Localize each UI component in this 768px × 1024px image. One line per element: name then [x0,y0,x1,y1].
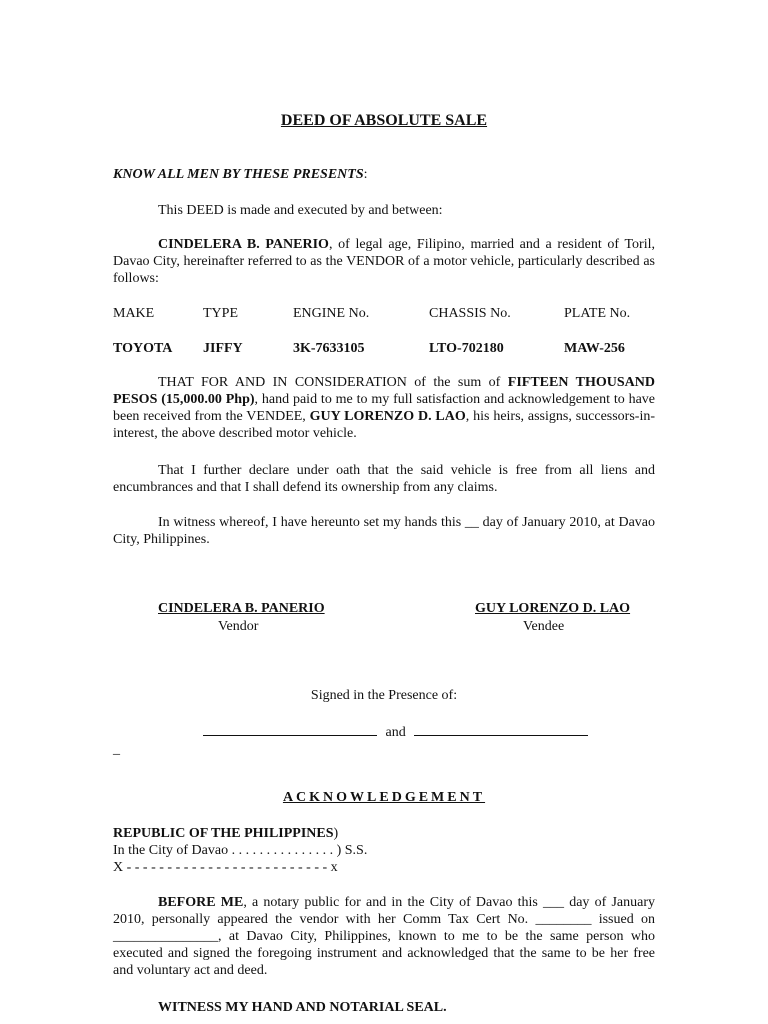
witness-line-1 [203,721,377,736]
vendee-signature-role: Vendee [523,619,565,634]
header-make: MAKE [113,306,155,321]
header-engine: ENGINE No. [293,306,370,321]
republic-line [113,825,338,842]
consideration-amount: FIFTEEN THOUSAND PESOS (15,000.00 Php) [113,375,655,407]
city-line: In the City of Davao . . . . . . . . . . . . . . . ) S.S. [113,843,368,858]
x-line: X - - - - - - - - - - - - - - - - - - - - - - - - - x [113,860,338,875]
consideration-b: , hand paid to me to my full satisfaction and acknowledgement to have been received from the VENDEE, [113,392,656,424]
acknowledgement-title: ACKNOWLEDGEMENT [282,790,486,805]
paragraph-parties: This DEED is made and executed by and between: [158,203,443,218]
notarial-seal-line: WITNESS MY HAND AND NOTARIAL SEAL. [158,1000,447,1015]
value-engine: 3K-7633105 [293,341,365,356]
intro-colon: : [363,167,368,182]
intro-line [113,166,368,183]
value-make: TOYOTA [113,341,173,356]
and-word: and [385,725,406,740]
vendor-name: CINDELERA B. PANERIO [158,237,329,252]
consideration-a: THAT FOR AND IN CONSIDERATION of the sum of [158,375,508,390]
consideration-c: , his heirs, assigns, successors-in-interest, the above described motor vehicle. [113,409,656,441]
vehicle-value-row [0,340,768,357]
vendee-signature-name: GUY LORENZO D. LAO [475,601,631,616]
before-me: BEFORE ME [158,895,244,910]
paragraph-declaration: That I further declare under oath that the said vehicle is free from all liens and encumbrances and that I shall defend its ownership from any claims. [113,463,655,495]
paragraph-witness: In witness whereof, I have hereunto set my hands this __ day of January 2010, at Davao City, Philippines. [113,515,655,547]
paragraph-consideration [113,374,655,442]
paragraph-vendor [113,236,655,287]
vendee-name-inline: GUY LORENZO D. LAO [309,409,466,424]
vendor-signature-role: Vendor [218,619,259,634]
header-plate: PLATE No. [564,306,631,321]
value-type: JIFFY [203,341,243,356]
header-chassis: CHASSIS No. [429,306,511,321]
republic-paren: ) [333,826,339,841]
witness-lines [203,721,588,741]
value-plate: MAW-256 [564,341,625,356]
presence-line: Signed in the Presence of: [310,688,458,703]
vehicle-header-row [0,305,768,322]
document-title: DEED OF ABSOLUTE SALE [280,112,488,129]
vendor-description: , of legal age, Filipino, married and a resident of Toril, Davao City, hereinafter referred to as the VENDOR of a motor vehicle, particularly described as follows: [113,237,656,286]
value-chassis: LTO-702180 [429,341,504,356]
acknowledgement-text: , a notary public for and in the City of Davao this ___ day of January 2010, personally appeared the vendor with her Comm Tax Cert No. ________ issued on _______________, at Davao City, Philippines, known to me to be the same person who executed and signed the foregoing instrument and acknowledged that the same to be her free and voluntary act and deed. [113,895,655,978]
vendor-signature-name: CINDELERA B. PANERIO [158,601,325,616]
acknowledgement-body [113,894,655,979]
header-type: TYPE [203,306,238,321]
intro-text: KNOW ALL MEN BY THESE PRESENTS [113,167,364,182]
republic-text: REPUBLIC OF THE PHILIPPINES [113,826,334,841]
stray-underscore: _ [113,742,120,757]
witness-line-2 [414,721,588,736]
